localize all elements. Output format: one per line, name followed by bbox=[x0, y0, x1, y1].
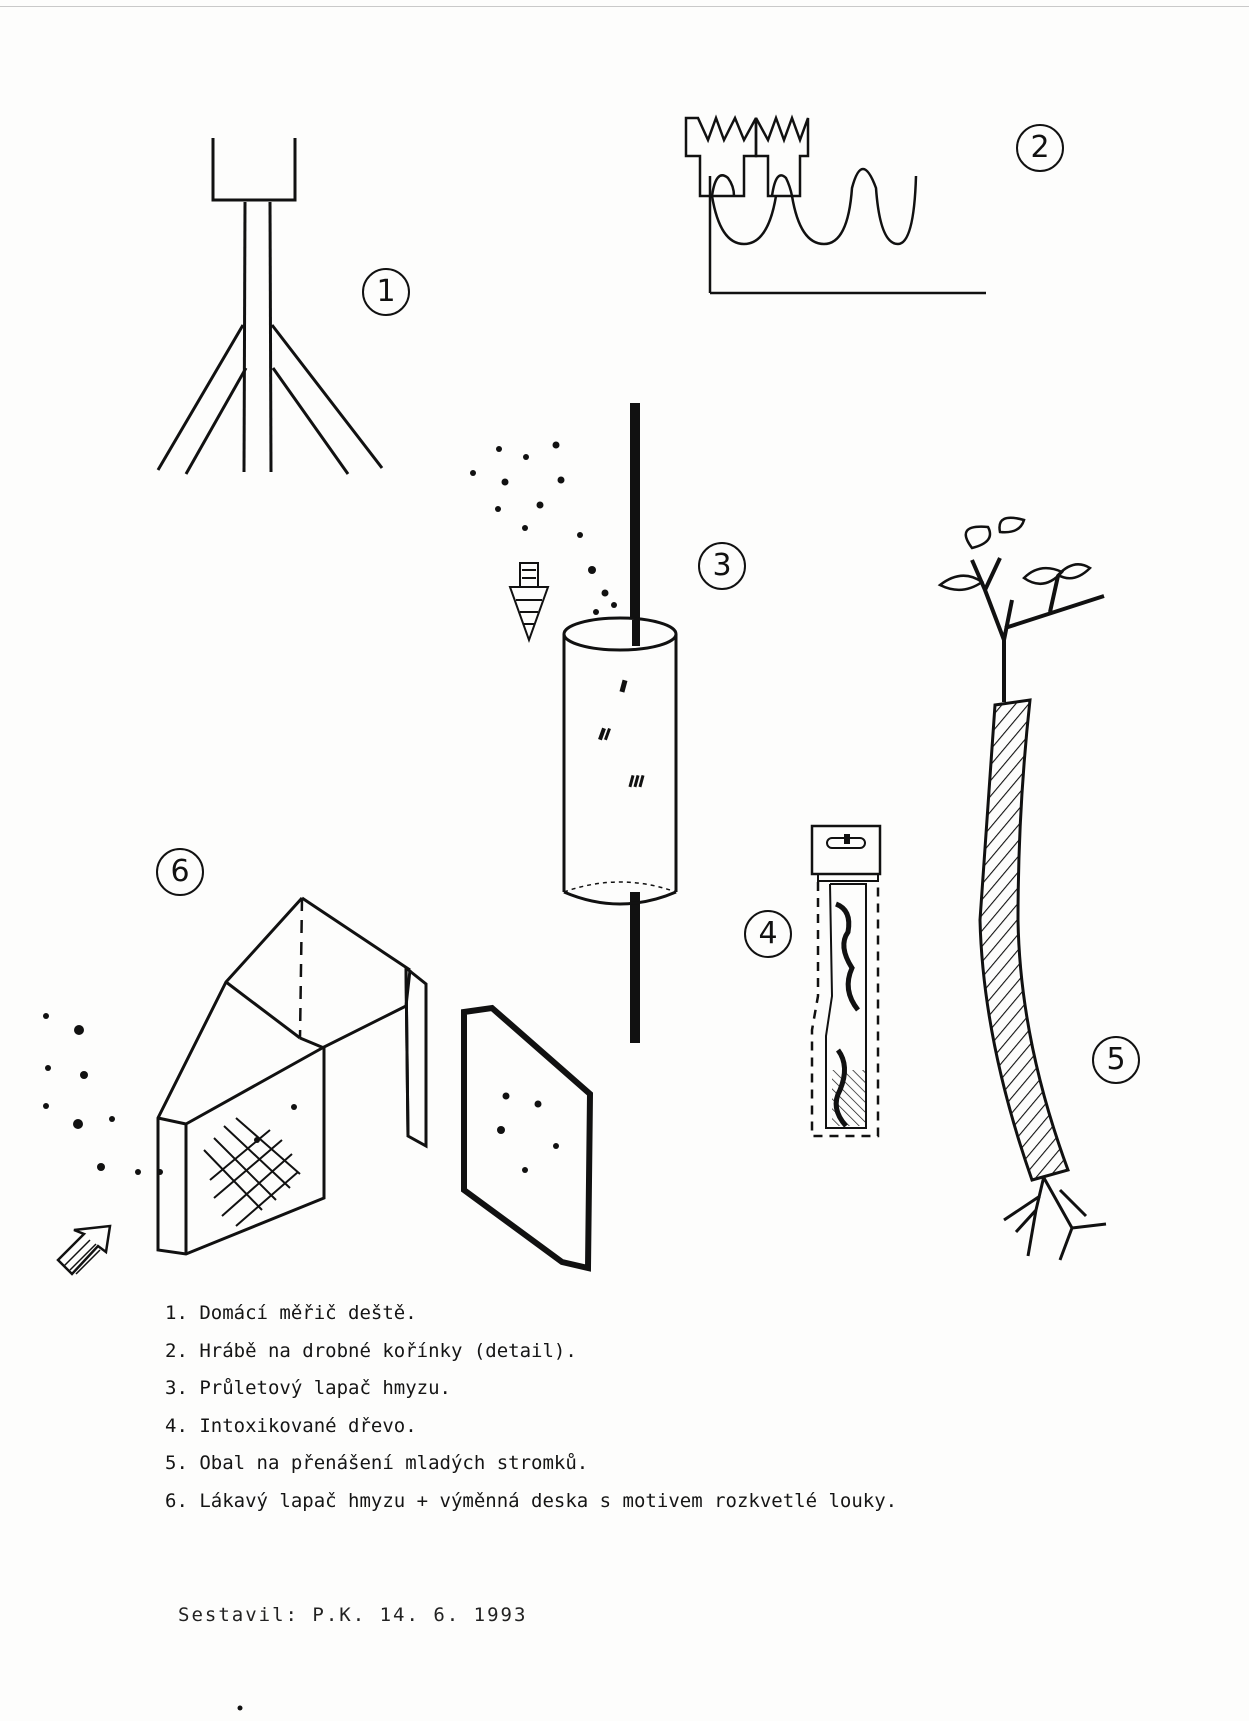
rain-gauge-icon bbox=[158, 138, 382, 474]
figure-number-1: 1 bbox=[362, 268, 410, 316]
figure-number-6: 6 bbox=[156, 848, 204, 896]
figure-number-3: 3 bbox=[698, 542, 746, 590]
figure-number-5: 5 bbox=[1092, 1036, 1140, 1084]
author-credit: Sestavil: P.K. 14. 6. 1993 bbox=[178, 1604, 528, 1626]
legend-item: 5. Obal na přenášení mladých stromků. bbox=[165, 1452, 589, 1474]
legend-item: 2. Hrábě na drobné kořínky (detail). bbox=[165, 1339, 577, 1362]
figure-number-4: 4 bbox=[744, 910, 792, 958]
flight-insect-trap-icon bbox=[470, 403, 676, 1043]
legend-item: 4. Intoxikované dřevo. bbox=[165, 1414, 417, 1437]
legend-item: 1. Domácí měřič deště. bbox=[165, 1302, 417, 1324]
insect-lure-trap-icon bbox=[58, 898, 590, 1274]
sapling-wrap-icon bbox=[940, 518, 1106, 1260]
figure-legend bbox=[165, 1295, 897, 1520]
legend-item: 3. Průletový lapač hmyzu. bbox=[165, 1377, 451, 1399]
legend-item: 6. Lákavý lapač hmyzu + výměnná deska s motivem rozkvetlé louky. bbox=[165, 1489, 898, 1512]
figure-number-2: 2 bbox=[1016, 124, 1064, 172]
intoxicated-wood-icon bbox=[812, 826, 880, 1136]
rake-detail-icon bbox=[686, 118, 986, 293]
